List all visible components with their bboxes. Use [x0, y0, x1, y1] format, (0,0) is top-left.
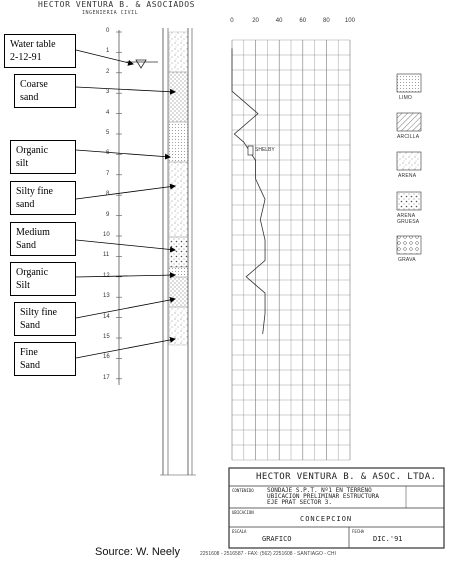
stratum-organic-silt-lower — [169, 267, 188, 277]
callout-medium-sand: Medium Sand — [10, 222, 76, 256]
depth-label: 15 — [103, 334, 110, 340]
title-block-fecha-label: FECHA — [352, 529, 365, 534]
depth-label: 16 — [103, 354, 110, 361]
source-caption: Source: W. Neely — [95, 546, 180, 558]
water-table-symbol — [126, 60, 158, 68]
callout-fine-sand: Fine Sand — [14, 342, 76, 376]
callout-organic-silt: Organic silt — [10, 140, 76, 174]
spt-tick-label: 80 — [323, 18, 330, 24]
legend-label-arena-gruesa: ARENA GRUESA — [397, 213, 420, 225]
legend-swatch-limo — [397, 74, 421, 92]
spt-grid — [232, 40, 350, 460]
title-block-escala: GRAFICO — [262, 535, 292, 543]
callout-silty-fine-sand: Silty fine sand — [10, 181, 76, 215]
depth-label: 4 — [106, 109, 110, 116]
spt-tick-label: 60 — [299, 18, 307, 24]
legend — [397, 74, 421, 254]
company-header: HECTOR VENTURA B. & ASOCIADOS — [38, 0, 196, 9]
depth-label: 10 — [103, 232, 110, 238]
footer-contact: 2251608 - 2516587 - FAX: (562) 2251608 - SANTIAGO - CHI — [200, 551, 336, 557]
legend-label-limo: LIMO — [399, 95, 413, 101]
depth-label: 8 — [106, 191, 110, 198]
title-block-ubicacion: CONCEPCION — [300, 515, 353, 523]
depth-label: 7 — [106, 170, 110, 177]
spt-tick-label: 100 — [344, 18, 355, 24]
depth-label: 3 — [106, 89, 110, 96]
depth-label: 0 — [106, 28, 110, 34]
title-block-contenido: SONDAJE S.P.T. Nº1 EN TERRENO UBICACION PRELIMINAR ESTRUCTURA EJE PRAT SECTOR 3. — [267, 487, 379, 506]
callout-coarse-sand: Coarse sand — [14, 74, 76, 108]
depth-label: 9 — [106, 211, 110, 218]
title-block-fecha: DIC.'91 — [373, 535, 403, 543]
callout-water-table: Water table 2-12-91 — [4, 34, 76, 68]
stratum-silty-fine-sand-lower — [169, 277, 188, 307]
stratum-coarse-sand — [169, 72, 188, 122]
callout-arrows — [76, 50, 175, 361]
company-subtitle: INGENIERIA CIVIL — [82, 10, 139, 16]
legend-label-arcilla: ARCILLA — [397, 134, 420, 140]
depth-label: 14 — [103, 313, 110, 320]
stratum-coarse-sand-upper — [169, 32, 188, 72]
depth-label: 5 — [106, 130, 110, 136]
title-block-ubicacion-label: UBICACION — [232, 510, 254, 515]
spt-tick-label: 20 — [252, 18, 259, 24]
depth-label: 2 — [106, 68, 110, 75]
depth-label: 13 — [103, 293, 110, 300]
shelby-sample-marker — [248, 146, 253, 155]
stratum-medium-sand — [169, 237, 188, 267]
legend-swatch-arena-gruesa — [397, 192, 421, 210]
depth-label: 12 — [103, 272, 110, 279]
depth-label: 11 — [103, 252, 110, 259]
stratum-organic-silt — [169, 122, 188, 162]
legend-label-grava: GRAVA — [398, 257, 416, 263]
soil-strata — [169, 32, 188, 345]
stratum-silty-fine-sand — [169, 162, 188, 237]
legend-swatch-arena — [397, 152, 421, 170]
spt-blowcount-line — [232, 48, 265, 334]
callout-organic-silt-lower: Organic Silt — [10, 262, 76, 296]
shelby-label: SHELBY — [255, 147, 275, 153]
depth-label: 6 — [106, 150, 110, 157]
title-block-escala-label: ESCALA — [232, 529, 247, 534]
callout-silty-fine-sand-lower: Silty fine Sand — [14, 302, 76, 336]
spt-tick-label: 0 — [230, 18, 234, 24]
spt-tick-label: 40 — [275, 18, 283, 24]
title-block-contenido-label: CONTENIDO — [232, 488, 254, 493]
depth-label: 1 — [106, 48, 110, 55]
depth-label: 17 — [103, 374, 110, 381]
legend-swatch-grava — [397, 236, 421, 254]
legend-label-arena: ARENA — [398, 173, 417, 179]
legend-swatch-arcilla — [397, 113, 421, 131]
title-block-company: HECTOR VENTURA B. & ASOC. LTDA. — [256, 472, 437, 482]
